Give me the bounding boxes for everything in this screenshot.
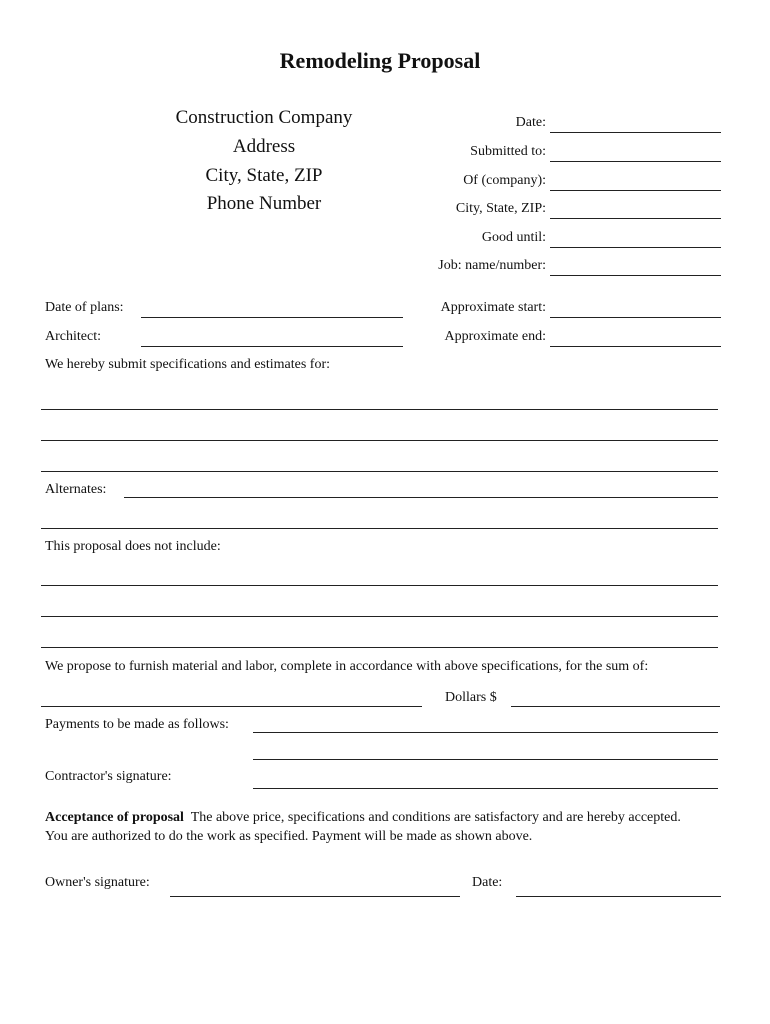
not-include-line-1[interactable] [41, 585, 718, 586]
specs-label: We hereby submit specifications and estimates for: [45, 357, 331, 372]
approx-start-line[interactable] [550, 317, 721, 318]
of-company-label: Of (company): [463, 173, 546, 188]
date-line[interactable] [550, 132, 721, 133]
payments-label: Payments to be made as follows: [45, 717, 229, 732]
page-title: Remodeling Proposal [279, 48, 481, 73]
owner-signature-line[interactable] [170, 896, 460, 897]
dollars-label: Dollars $ [445, 690, 497, 705]
payments-line-2[interactable] [253, 759, 718, 760]
architect-line[interactable] [141, 346, 403, 347]
dollars-amount-line[interactable] [511, 706, 720, 707]
owner-signature-label: Owner's signature: [45, 875, 150, 890]
not-include-line-3[interactable] [41, 647, 718, 648]
submitted-to-label: Submitted to: [470, 144, 546, 159]
approx-end-line[interactable] [550, 346, 721, 347]
alternates-line-2[interactable] [41, 528, 718, 529]
owner-date-label: Date: [472, 875, 503, 890]
company-address: Address [232, 136, 296, 157]
company-name: Construction Company [175, 107, 353, 128]
submitted-to-line[interactable] [550, 161, 721, 162]
date-of-plans-line[interactable] [141, 317, 403, 318]
job-line[interactable] [550, 275, 721, 276]
specs-line-1[interactable] [41, 409, 718, 410]
specs-line-2[interactable] [41, 440, 718, 441]
acceptance-heading: Acceptance of proposal [45, 810, 184, 825]
acceptance-text: The above price, specifications and conditions are satisfactory and are hereby accepted. You are authorized to do the work as specified. Payment will be made as shown above. [45, 810, 681, 844]
good-until-line[interactable] [550, 247, 721, 248]
alternates-label: Alternates: [45, 482, 107, 497]
company-city: City, State, ZIP [205, 165, 323, 186]
date-label: Date: [515, 115, 546, 130]
acceptance-paragraph [45, 808, 705, 846]
contractor-signature-label: Contractor's signature: [45, 769, 172, 784]
not-include-label: This proposal does not include: [45, 539, 221, 554]
good-until-label: Good until: [481, 230, 546, 245]
owner-date-line[interactable] [516, 896, 721, 897]
approx-start-label: Approximate start: [440, 300, 546, 315]
of-company-line[interactable] [550, 190, 721, 191]
specs-line-3[interactable] [41, 471, 718, 472]
propose-text: We propose to furnish material and labor, complete in accordance with above specifications, for the sum of: [45, 659, 649, 674]
company-phone: Phone Number [206, 193, 322, 214]
sum-words-line[interactable] [41, 706, 422, 707]
approx-end-label: Approximate end: [444, 329, 546, 344]
job-label: Job: name/number: [438, 258, 546, 273]
contractor-signature-line[interactable] [253, 788, 718, 789]
architect-label: Architect: [45, 329, 101, 344]
payments-line-1[interactable] [253, 732, 718, 733]
client-city-line[interactable] [550, 218, 721, 219]
not-include-line-2[interactable] [41, 616, 718, 617]
date-of-plans-label: Date of plans: [45, 300, 124, 315]
alternates-line-1[interactable] [124, 497, 718, 498]
client-city-label: City, State, ZIP: [455, 201, 546, 216]
